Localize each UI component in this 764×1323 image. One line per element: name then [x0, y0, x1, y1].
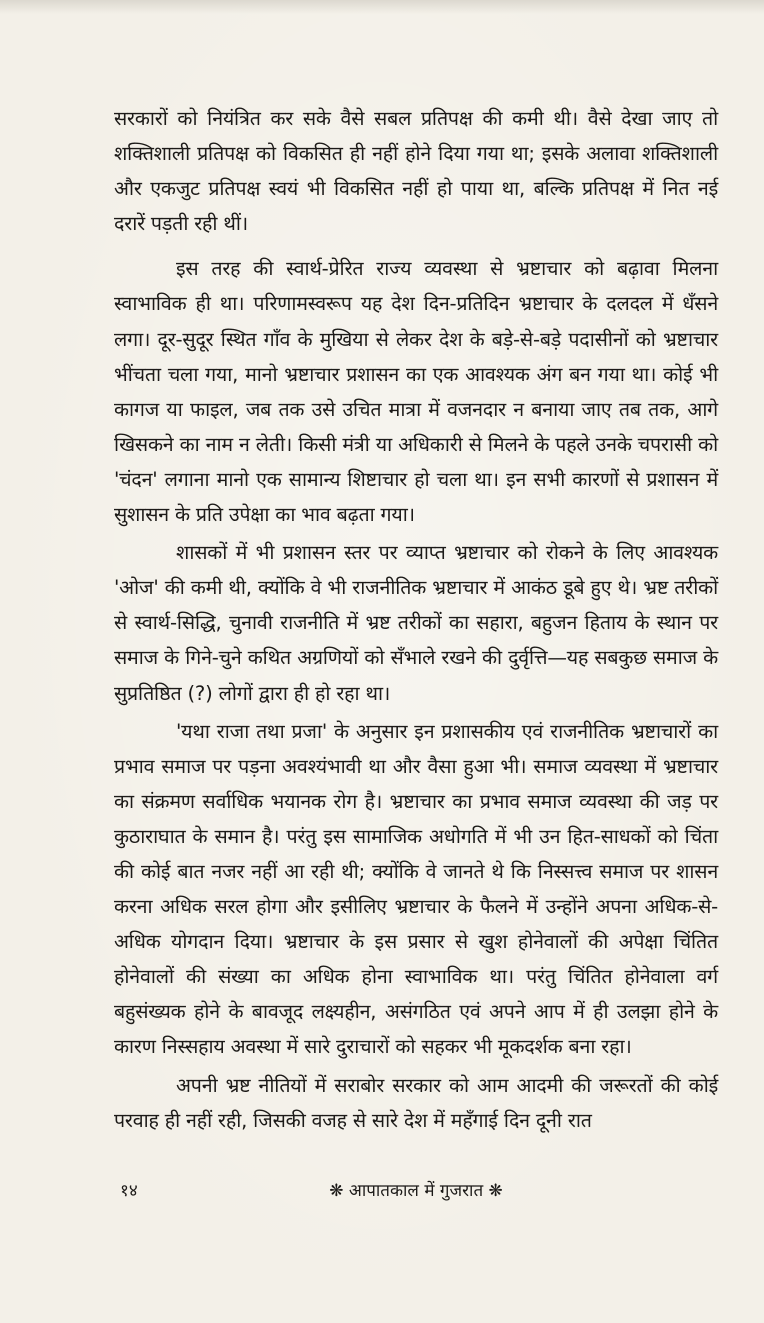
paragraph-1: सरकारों को नियंत्रित कर सके वैसे सबल प्रतिपक्ष की कमी थी। वैसे देखा जाए तो शक्तिशाली प्रतिपक्ष को विकसित ही नहीं होने दिया गया था; इसके अलावा शक्तिशाली और एकजुट प्रतिपक्ष स्वयं भी विकसित नहीं हो पाया था, बल्कि प्रतिपक्ष में नित नई दरारें पड़ती रही थीं। [114, 107, 718, 236]
page-footer [114, 1178, 718, 1206]
paragraph-4: 'यथा राजा तथा प्रजा' के अनुसार इन प्रशासकीय एवं राजनीतिक भ्रष्टाचारों का प्रभाव समाज पर पड़ना अवश्यंभावी था और वैसा हुआ भी। समाज व्यवस्था में भ्रष्टाचार का संक्रमण सर्वाधिक भयानक रोग है। भ्रष्टाचार का प्रभाव समाज व्यवस्था की जड़ पर कुठाराघात के समान है। परंतु इस सामाजिक अधोगति में भी उन हित-साधकों को चिंता की कोई बात नजर नहीं आ रही थी; क्योंकि वे जानते थे कि निस्सत्त्व समाज पर शासन करना अधिक सरल होगा और इसीलिए भ्रष्टाचार के फैलने में उन्होंने अपना अधिक-से-अधिक योगदान दिया। भ्रष्टाचार के इस प्रसार से खुश होनेवालों की अपेक्षा चिंतित होनेवालों की संख्या का अधिक होना स्वाभाविक था। परंतु चिंतित होनेवाला वर्ग बहुसंख्यक होने के बावजूद लक्ष्यहीन, असंगठित एवं अपने आप में ही उलझा होने के कारण निस्सहाय अवस्था में सारे दुराचारों को सहकर भी मूकदर्शक बना रहा। [114, 719, 718, 1059]
paragraph-3: शासकों में भी प्रशासन स्तर पर व्याप्त भ्रष्टाचार को रोकने के लिए आवश्यक 'ओज' की कमी थी, क्योंकि वे भी राजनीतिक भ्रष्टाचार में आकंठ डूबे हुए थे। भ्रष्ट तरीकों से स्वार्थ-सिद्धि, चुनावी राजनीति में भ्रष्ट तरीकों का सहारा, बहुजन हिताय के स्थान पर समाज के गिने-चुने कथित अग्रणियों को सँभाले रखने की दुर्वृत्ति—यह सबकुछ समाज के सुप्रतिष्ठित (?) लोगों द्वारा ही हो रहा था। [114, 541, 718, 705]
paragraph-2: इस तरह की स्वार्थ-प्रेरित राज्य व्यवस्था से भ्रष्टाचार को बढ़ावा मिलना स्वाभाविक ही था। परिणामस्वरूप यह देश दिन-प्रतिदिन भ्रष्टाचार के दलदल में धँसने लगा। दूर-सुदूर स्थित गाँव के मुखिया से लेकर देश के बड़े-से-बड़े पदासीनों को भ्रष्टाचार भींचता चला गया, मानो भ्रष्टाचार प्रशासन का एक आवश्यक अंग बन गया था। कोई भी कागज या फाइल, जब तक उसे उचित मात्रा में वजनदार न बनाया जाए तब तक, आगे खिसकने का नाम न लेती। किसी मंत्री या अधिकारी से मिलने के पहले उनके चपरासी को 'चंदन' लगाना मानो एक सामान्य शिष्टाचार हो चला था। इन सभी कारणों से प्रशासन में सुशासन के प्रति उपेक्षा का भाव बढ़ता गया। [114, 257, 718, 527]
paragraph-5: अपनी भ्रष्ट नीतियों में सराबोर सरकार को आम आदमी की जरूरतों की कोई परवाह ही नहीं रही, जिसकी वजह से सारे देश में महँगाई दिन दूनी रात [114, 1073, 718, 1132]
running-title: ❋ आपातकाल में गुजरात ❋ [329, 1181, 503, 1201]
body-text [114, 101, 718, 1138]
page-top-edge [0, 0, 764, 14]
page-number: १४ [120, 1181, 138, 1201]
